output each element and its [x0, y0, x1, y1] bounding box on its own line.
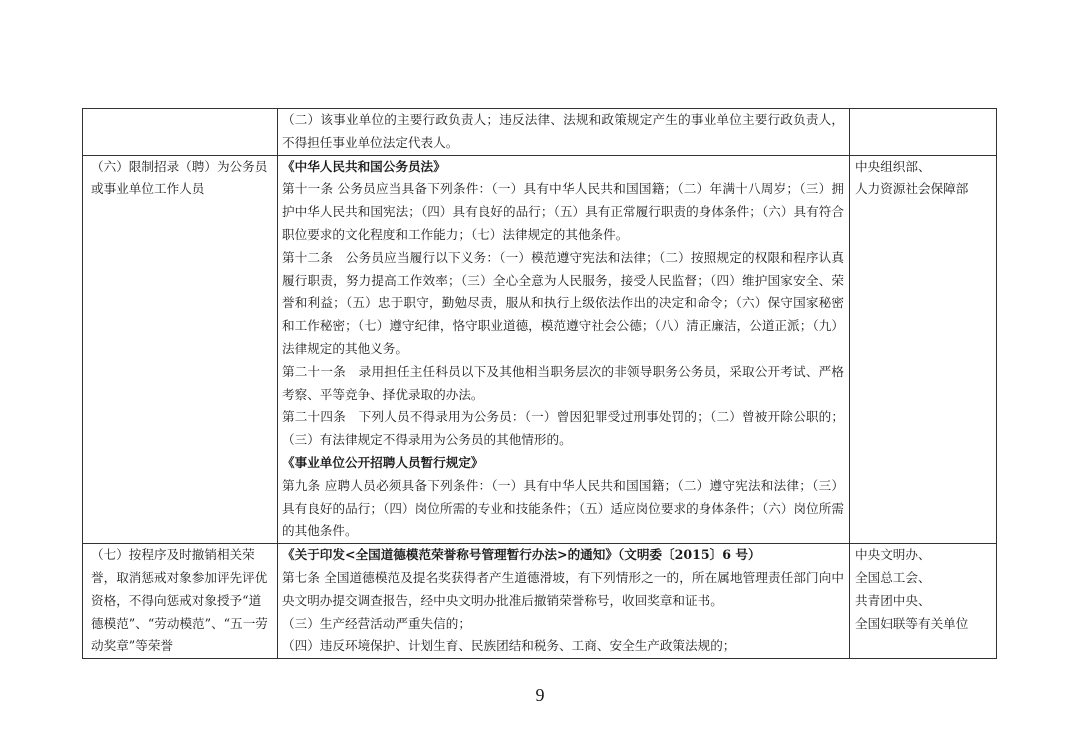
table-row: [83, 155, 997, 544]
provision-paragraph: （二）该事业单位的主要行政负责人；违反法律、法规和政策规定产生的事业单位主要行政负责人，不得担任事业单位法定代表人。: [282, 112, 844, 150]
provision-paragraph: 第二十一条 录用担任主任科员以下及其他相当职务层次的非领导职务公务员，采取公开考试、严格考察、平等竞争、择优录取的办法。: [282, 363, 844, 402]
measure-cell: （七）按程序及时撤销相关荣誉，取消惩戒对象参加评先评优资格，不得向惩戒对象授予“道德模范”、“劳动模范”、“五一劳动奖章”等荣誉: [83, 544, 278, 659]
department-name: 人力资源社会保障部: [855, 181, 969, 197]
provision-paragraph: 第十一条 公务员应当具备下列条件：（一）具有中华人民共和国国籍；（二）年满十八周岁；（三）拥护中华人民共和国宪法；（四）具有良好的品行；（五）具有正常履行职责的身体条件；（六）具有符合职位要求的文化程度和工作能力；（七）法律规定的其他条件。: [282, 181, 844, 242]
provision-paragraph: （四）违反环境保护、计划生育、民族团结和税务、工商、安全生产政策法规的；: [282, 638, 736, 654]
measure-cell: （六）限制招录（聘）为公务员或事业单位工作人员: [83, 155, 278, 544]
measure-cell: [83, 109, 278, 156]
provision-paragraph: 第二十四条 下列人员不得录用为公务员：（一）曾因犯罪受过刑事处罚的；（二）曾被开除公职的；（三）有法律规定不得录用为公务员的其他情形的。: [282, 409, 844, 448]
table-row: [83, 544, 997, 659]
departments-cell: [850, 155, 997, 544]
law-title: 《关于印发<全国道德模范荣誉称号管理暂行办法>的通知》（文明委〔2015〕6 号）: [282, 547, 761, 563]
table-row: [83, 109, 997, 156]
page-number: 9: [535, 685, 545, 705]
law-title: 《中华人民共和国公务员法》: [282, 158, 446, 174]
law-title: 《事业单位公开招聘人员暂行规定》: [282, 454, 484, 470]
provision-paragraph: 第十二条 公务员应当履行以下义务：（一）模范遵守宪法和法律；（二）按照规定的权限和程序认真履行职责，努力提高工作效率；（三）全心全意为人民服务，接受人民监督；（四）维护国家安全、荣誉和利益；（五）忠于职守，勤勉尽责，服从和执行上级依法作出的决定和命令；（六）保守国家秘密和工作秘密；（七）遵守纪律，恪守职业道德，模范遵守社会公德；（八）清正廉洁，公道正派；（九）法律规定的其他义务。: [282, 249, 844, 356]
provisions-cell: [278, 155, 850, 544]
departments-cell: [850, 109, 997, 156]
regulation-table: [82, 108, 997, 659]
department-name: 共青团中央、: [855, 592, 931, 608]
provisions-cell: [278, 109, 850, 156]
provisions-cell: [278, 544, 850, 659]
provision-paragraph: 第九条 应聘人员必须具备下列条件：（一）具有中华人民共和国国籍；（二）遵守宪法和法律；（三）具有良好的品行；（四）岗位所需的专业和技能条件；（五）适应岗位要求的身体条件；（六）岗位所需的其他条件。: [282, 477, 844, 539]
department-name: 全国总工会、: [855, 569, 931, 585]
departments-cell: [850, 544, 997, 659]
department-name: 全国妇联等有关单位: [855, 615, 969, 631]
provision-paragraph: （三）生产经营活动严重失信的；: [282, 615, 471, 631]
provision-paragraph: 第七条 全国道德模范及提名奖获得者产生道德滑坡，有下列情形之一的，所在属地管理责任部门向中央文明办提交调查报告，经中央文明办批准后撤销荣誉称号，收回奖章和证书。: [282, 569, 844, 608]
department-name: 中央组织部、: [855, 158, 931, 174]
department-name: 中央文明办、: [855, 547, 931, 563]
